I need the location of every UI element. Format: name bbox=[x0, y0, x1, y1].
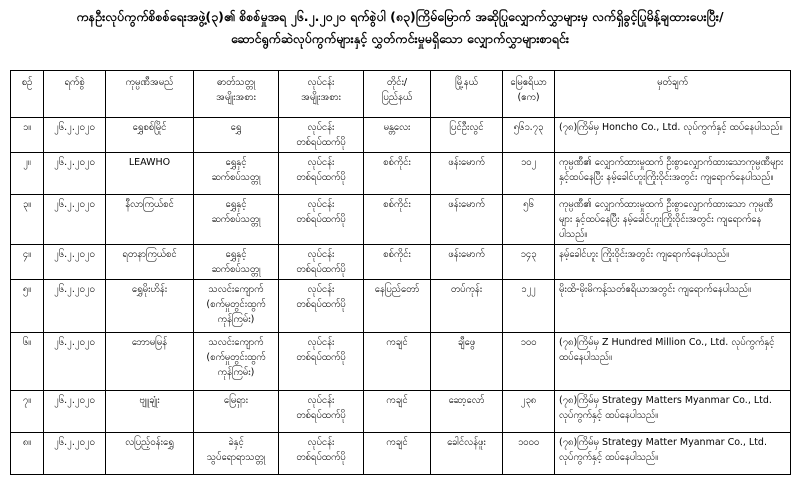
cell-company: ရတနာကြယ်စင် bbox=[106, 245, 194, 280]
cell-township: ဖန်းမောက် bbox=[431, 245, 503, 280]
cell-mineral: ရွှေနှင့် ဆက်စပ်သတ္တု bbox=[194, 153, 279, 195]
cell-area: ၅၆ bbox=[503, 195, 555, 245]
col-header-business-type: လုပ်ငန်း အမျိုးအစား bbox=[279, 71, 364, 118]
cell-township: ဖန်းမောက် bbox=[431, 153, 503, 195]
title-line-2: ဆောင်ရွက်ဆဲလုပ်ကွက်များနှင့် လွှတ်ကင်းမှုမရှိသော လျှောက်လွှာများစာရင်း bbox=[230, 31, 570, 46]
table-row bbox=[11, 195, 791, 245]
col-header-remarks: မှတ်ချက် bbox=[555, 71, 791, 118]
cell-area: ၁၀၂ bbox=[503, 153, 555, 195]
cell-date: ၂၆.၂.၂၀၂၀ bbox=[44, 433, 106, 475]
cell-township: ဖန်းမောက် bbox=[431, 195, 503, 245]
cell-remarks: (၇၈)ကြိမ်မှ Strategy Matter Myanmar Co., Ltd. လုပ်ကွက်နှင့် ထပ်နေပါသည်။ bbox=[555, 433, 791, 475]
cell-township: ဆော့လော် bbox=[431, 391, 503, 433]
table-row bbox=[11, 391, 791, 433]
title-line-1: ကနဦးလုပ်ကွက်စိစစ်ရေးအဖွဲ့(၃)၏ စိစစ်မှုအရ ၂၆.၂.၂၀၂၀ ရက်စွဲပါ (၈၃)ကြိမ်မြောက် အဆိုပြုလျှောက်လွှာများမှ လက်ရှိခွင့်ပြုမိန့်ချထားပေးပြီး/ bbox=[76, 9, 724, 24]
cell-township: ပြင်ဦးလွင် bbox=[431, 118, 503, 153]
cell-mineral: သလင်းကျောက် (စက်မှုတွင်းထွက် ကုန်ကြမ်း) bbox=[194, 333, 279, 391]
cell-business-type: လုပ်ငန်း တစ်ရပ်ထက်ပို bbox=[279, 153, 364, 195]
cell-date: ၂၆.၂.၂၀၂၀ bbox=[44, 245, 106, 280]
cell-company: ရွှေမိုးဟိန်း bbox=[106, 280, 194, 333]
cell-remarks: (၇၈)ကြိမ်မှ Honcho Co., Ltd. လုပ်ကွက်နှင့် ထပ်နေပါသည်။ bbox=[555, 118, 791, 153]
col-header-area: မြေဧရိယာ (ဧက) bbox=[503, 71, 555, 118]
cell-serial: ၆။ bbox=[11, 333, 44, 391]
cell-remarks: မိုးထိ-မိုးမိကန့်သတ်ဧရိယာအတွင်း ကျရောက်နေပါသည်။ bbox=[555, 280, 791, 333]
cell-business-type: လုပ်ငန်း တစ်ရပ်ထက်ပို bbox=[279, 280, 364, 333]
cell-serial: ၅။ bbox=[11, 280, 44, 333]
cell-business-type: လုပ်ငန်း တစ်ရပ်ထက်ပို bbox=[279, 391, 364, 433]
cell-township: ခေါင်လန်ဖူး bbox=[431, 433, 503, 475]
col-header-region: တိုင်း/ ပြည်နယ် bbox=[364, 71, 431, 118]
table-header-row bbox=[11, 71, 791, 118]
cell-area: ၅၆၁.၇၃ bbox=[503, 118, 555, 153]
cell-area: ၁၀၀ bbox=[503, 333, 555, 391]
cell-business-type: လုပ်ငန်း တစ်ရပ်ထက်ပို bbox=[279, 245, 364, 280]
cell-region: ကချင် bbox=[364, 333, 431, 391]
cell-mineral: ရွှေနှင့် ဆက်စပ်သတ္တု bbox=[194, 195, 279, 245]
cell-remarks: ကုမ္ပဏီ၏ လျှောက်ထားမှုထက် ဦးစွာလျှောက်ထားသောကုမ္ပဏီများ နှင့်ထပ်နေပြီး နမ့်ခေါင်ဟူးကြိုးဝိုင်းအတွင်း ကျရောက်နေပါသည်။ bbox=[555, 153, 791, 195]
table-row bbox=[11, 118, 791, 153]
cell-region: နေပြည်တော် bbox=[364, 280, 431, 333]
document-title bbox=[0, 6, 800, 50]
cell-date: ၂၆.၂.၂၀၂၀ bbox=[44, 333, 106, 391]
cell-business-type: လုပ်ငန်း တစ်ရပ်ထက်ပို bbox=[279, 433, 364, 475]
cell-date: ၂၆.၂.၂၀၂၀ bbox=[44, 280, 106, 333]
cell-date: ၂၆.၂.၂၀၂၀ bbox=[44, 118, 106, 153]
cell-serial: ၄။ bbox=[11, 245, 44, 280]
cell-region: စစ်ကိုင်း bbox=[364, 195, 431, 245]
cell-area: ၁၀၀၀ bbox=[503, 433, 555, 475]
cell-serial: ၇။ bbox=[11, 391, 44, 433]
col-header-township: မြို့နယ် bbox=[431, 71, 503, 118]
cell-area: ၂၃၈ bbox=[503, 391, 555, 433]
cell-mineral: ရွှေ bbox=[194, 118, 279, 153]
cell-remarks: (၇၈)ကြိမ်မှ Strategy Matters Myanmar Co., Ltd. လုပ်ကွက်နှင့် ထပ်နေပါသည်။ bbox=[555, 391, 791, 433]
cell-remarks: ကုမ္ပဏီ၏ လျှောက်ထားမှုထက် ဦးစွာလျှောက်ထားသော ကုမ္ပဏီများ နှင့်ထပ်နေပြီး နမ့်ခေါင်ဟူးကြိုးဝိုင်းအတွင်း ကျရောက်နေပါသည်။ bbox=[555, 195, 791, 245]
cell-region: ကချင် bbox=[364, 391, 431, 433]
col-header-date: ရက်စွဲ bbox=[44, 71, 106, 118]
table-row bbox=[11, 153, 791, 195]
cell-township: ချီဖွေ bbox=[431, 333, 503, 391]
cell-date: ၂၆.၂.၂၀၂၀ bbox=[44, 153, 106, 195]
applications-table bbox=[10, 70, 791, 475]
cell-company: လပြည့်ဝန်းရွှေ bbox=[106, 433, 194, 475]
cell-serial: ၃။ bbox=[11, 195, 44, 245]
cell-area: ၁၄၃ bbox=[503, 245, 555, 280]
cell-mineral: ရွှေနှင့် ဆက်စပ်သတ္တု bbox=[194, 245, 279, 280]
col-header-company: ကုမ္ပဏီအမည် bbox=[106, 71, 194, 118]
col-header-serial: စဉ် bbox=[11, 71, 44, 118]
table-row bbox=[11, 280, 791, 333]
cell-business-type: လုပ်ငန်း တစ်ရပ်ထက်ပို bbox=[279, 118, 364, 153]
col-header-mineral: ဓာတ်သတ္တု အမျိုးအစား bbox=[194, 71, 279, 118]
cell-mineral: ခဲနှင့် သွပ်ရောရာသတ္တု bbox=[194, 433, 279, 475]
cell-business-type: လုပ်ငန်း တစ်ရပ်ထက်ပို bbox=[279, 195, 364, 245]
cell-township: တပ်ကုန်း bbox=[431, 280, 503, 333]
cell-mineral: မြေရှား bbox=[194, 391, 279, 433]
cell-region: စစ်ကိုင်း bbox=[364, 153, 431, 195]
cell-area: ၁၂၂ bbox=[503, 280, 555, 333]
cell-serial: ၈။ bbox=[11, 433, 44, 475]
cell-company: ဗျူချုံး bbox=[106, 391, 194, 433]
cell-company: LEAWHO bbox=[106, 153, 194, 195]
cell-serial: ၂။ bbox=[11, 153, 44, 195]
cell-company: ဘောမမြန် bbox=[106, 333, 194, 391]
cell-serial: ၁။ bbox=[11, 118, 44, 153]
cell-date: ၂၆.၂.၂၀၂၀ bbox=[44, 391, 106, 433]
cell-mineral: သလင်းကျောက် (စက်မှုတွင်းထွက် ကုန်ကြမ်း) bbox=[194, 280, 279, 333]
cell-region: မန္တလေး bbox=[364, 118, 431, 153]
cell-company: နီလာကြယ်စင် bbox=[106, 195, 194, 245]
cell-date: ၂၆.၂.၂၀၂၀ bbox=[44, 195, 106, 245]
table-row bbox=[11, 333, 791, 391]
cell-region: စစ်ကိုင်း bbox=[364, 245, 431, 280]
cell-business-type: လုပ်ငန်း တစ်ရပ်ထက်ပို bbox=[279, 333, 364, 391]
cell-remarks: နမ့်ခေါင်ဟူး ကြိုးဝိုင်းအတွင်း ကျရောက်နေပါသည်။ bbox=[555, 245, 791, 280]
cell-region: ကချင် bbox=[364, 433, 431, 475]
table-row bbox=[11, 433, 791, 475]
cell-company: ရွှေစစ်မြိုင် bbox=[106, 118, 194, 153]
table-row bbox=[11, 245, 791, 280]
cell-remarks: (၇၈)ကြိမ်မှ Z Hundred Million Co., Ltd. လုပ်ကွက်နှင့် ထပ်နေပါသည်။ bbox=[555, 333, 791, 391]
